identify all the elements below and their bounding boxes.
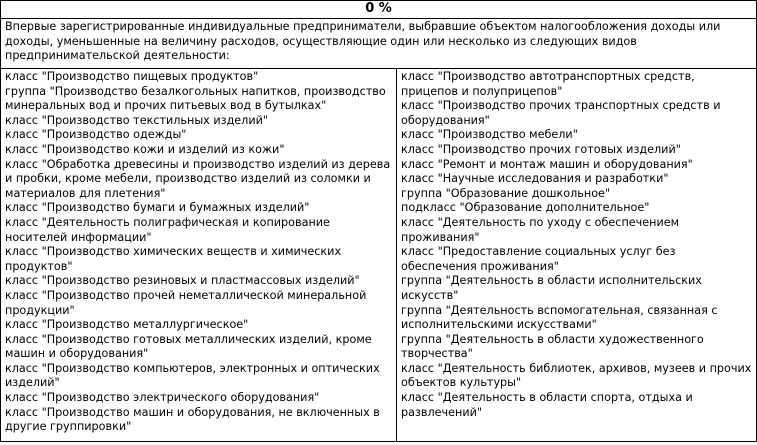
activities-row (1, 69, 757, 442)
activity-item: класс "Деятельность по уходу с обеспечением проживания" (401, 215, 680, 244)
activity-item: класс "Производство готовых металлических изделий, кроме машин и оборудования" (5, 332, 372, 361)
activity-item: класс "Научные исследования и разработки" (401, 172, 669, 186)
activity-item: класс "Деятельность полиграфическая и копирование носителей информации" (5, 215, 330, 244)
activity-item: класс "Производство электрического оборудования" (5, 391, 320, 405)
activity-item: класс "Производство бумаги и бумажных изделий" (5, 201, 310, 215)
intro-text: Впервые зарегистрированные индивидуальные предприниматели, выбравшие объектом налогообложения доходы или доходы, уменьшенные на величину расходов, осуществляющие один или несколько из следующих видов предпринимательской деятельности: (1, 19, 757, 69)
activity-item: группа "Деятельность вспомогательная, связанная с исполнительскими искусствами" (401, 303, 718, 332)
rate-row (1, 1, 757, 19)
activity-item: класс "Производство машин и оборудования, не включенных в другие группировки" (5, 405, 380, 434)
intro-row (1, 19, 757, 69)
activity-item: класс "Производство пищевых продуктов" (5, 70, 259, 83)
activity-item: класс "Производство компьютеров, электронных и оптических изделий" (5, 361, 380, 390)
activity-item: класс "Ремонт и монтаж машин и оборудования" (401, 157, 693, 171)
left-activities-column (1, 69, 397, 442)
activity-item: класс "Производство прочих транспортных средств и оборудования" (401, 99, 721, 127)
activity-item: подкласс "Образование дополнительное" (401, 201, 650, 215)
activity-item: группа "Деятельность в области художественного творчества" (401, 332, 704, 361)
activity-item: класс "Производство резиновых и пластмассовых изделий" (5, 274, 360, 288)
activity-item: класс "Производство металлургическое" (5, 318, 249, 332)
activity-item: класс "Производство кожи и изделий из кожи" (5, 142, 285, 156)
activity-item: класс "Деятельность библиотек, архивов, музеев и прочих объектов культуры" (401, 361, 752, 390)
activity-item: класс "Производство прочей неметаллической минеральной продукции" (5, 288, 367, 317)
activity-item: класс "Обработка древесины и производство изделий из дерева и пробки, кроме мебели, производство изделий из соломки и материалов для плетения" (5, 157, 391, 200)
activity-item: группа "Образование дошкольное" (401, 186, 611, 200)
activity-item: класс "Производство мебели" (401, 128, 578, 142)
activity-item: класс "Производство одежды" (5, 128, 187, 142)
activity-item: класс "Предоставление социальных услуг без обеспечения проживания" (401, 245, 676, 273)
activity-item: класс "Производство автотранспортных средств, прицепов и полуприцепов" (401, 70, 695, 98)
tax-rate-header: 0 % (1, 1, 757, 19)
activity-item: класс "Деятельность в области спорта, отдыха и развлечений" (401, 391, 693, 419)
activity-item: группа "Производство безалкогольных напитков, производство минеральных вод и прочих питьевых вод в бутылках" (5, 84, 386, 113)
activity-item: группа "Деятельность в области исполнительских искусств" (401, 274, 702, 302)
activity-item: класс "Производство текстильных изделий" (5, 113, 269, 127)
activity-item: класс "Производство прочих готовых изделий" (401, 142, 681, 156)
activity-item: класс "Производство химических веществ и химических продуктов" (5, 245, 342, 273)
right-activities-column (397, 69, 757, 442)
